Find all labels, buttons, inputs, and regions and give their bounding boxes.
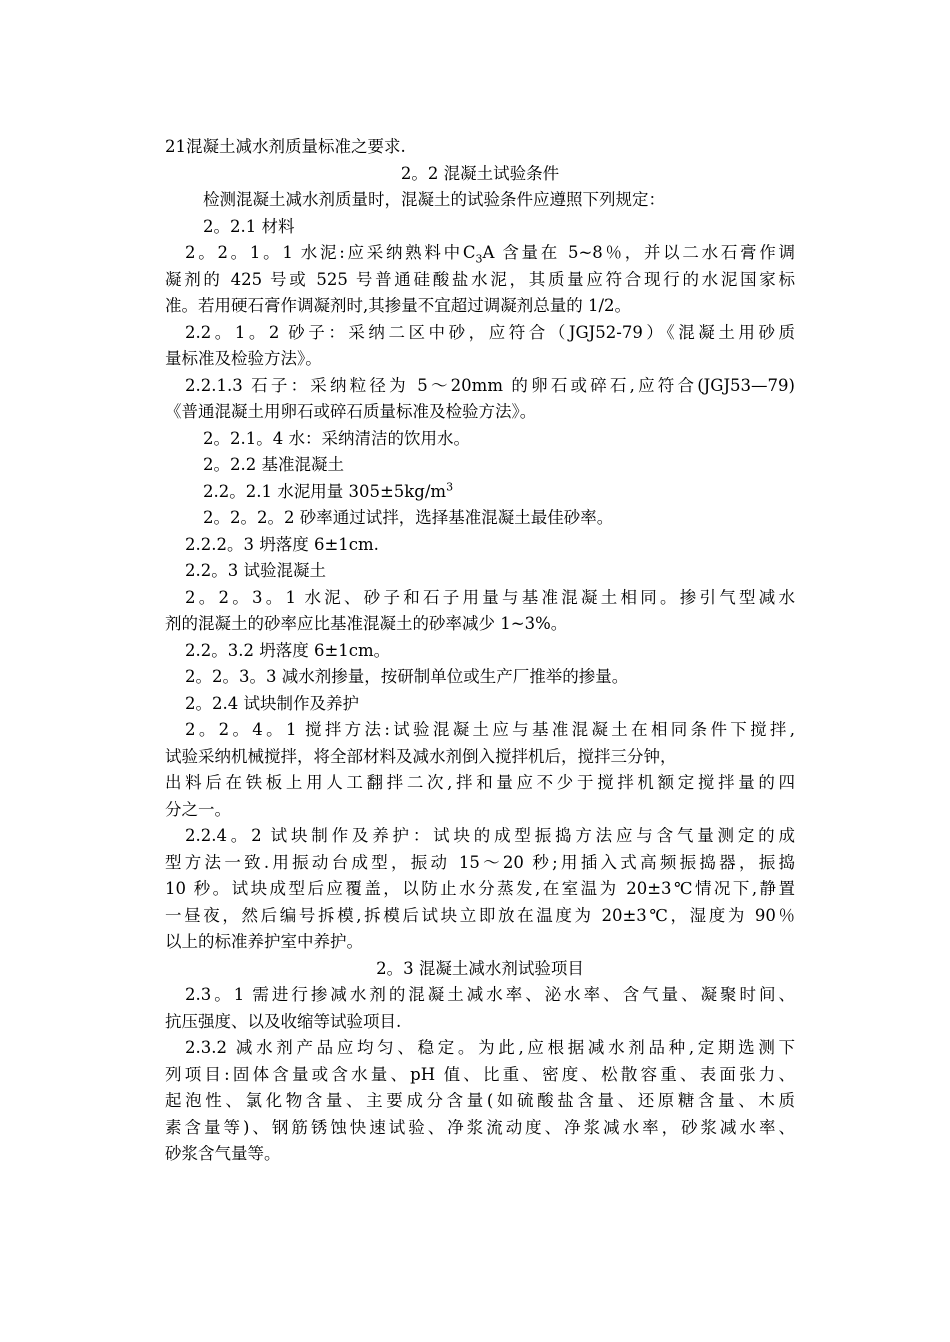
text-line: 2.2.2。3 坍落度 6±1cm. [185,534,379,554]
text-line: 2.2。2.1 水泥用量 $305\pm 5kg/m^3$ [203,480,454,501]
subsection-heading: 2.2。3 试验混凝土 [185,561,326,580]
text-line: 检测混凝土减水剂质量时，混凝土的试验条件应遵照下列规定： [203,190,665,209]
subsection-heading: 2。2.4 试块制作及养护 [185,693,359,713]
text-line: 2。2。1。1 水泥:应采纳熟料中$C_3A$ 含量在 5~8％，并以二水石膏作调 [185,243,795,266]
text-line: 试验采纳机械搅拌，将全部材料及减水剂倒入搅拌机后，搅拌三分钟， [165,746,677,766]
text-line: 列项目:固体含量或含水量、pH 值、比重、密度、松散容重、表面张力、 [165,1064,795,1084]
text-line: 以上的标准养护室中养护。 [165,932,363,951]
subsection-heading: 2。2.1 材料 [203,216,295,236]
section-heading: 2。2 混凝土试验条件 [400,163,560,183]
document-body [165,134,795,1168]
text-line: 型方法一致.用振动台成型，振动 15～20 秒;用插入式高频振捣器，振捣 [165,852,795,872]
text-line: 出料后在铁板上用人工翻拌二次,拌和量应不少于搅拌机额定搅拌量的四 [165,773,795,792]
text-line: 剂的混凝土的砂率应比基准混凝土的砂率减少 1~3%。 [165,614,568,633]
text-line: 砂浆含气量等。 [165,1144,281,1163]
text-line: 2.3.2 减水剂产品应均匀、稳定。为此,应根据减水剂品种,定期选测下 [185,1038,795,1057]
text-line: 2.2。1。2 砂子：采纳二区中砂，应符合（JGJ52-79）《混凝土用砂质 [185,322,795,342]
text-line: 2。2。3。1 水泥、砂子和石子用量与基准混凝土相同。掺引气型减水 [185,587,795,607]
text-line: 准。若用硬石膏作调凝剂时,其掺量不宜超过调凝剂总量的 1/2。 [165,296,632,315]
text-line: 凝剂的 425 号或 525 号普通硅酸盐水泥，其质量应符合现行的水泥国家标 [165,269,795,289]
text-line: 2.2。3.2 坍落度 6±1cm。 [185,640,391,660]
text-line: 起泡性、氯化物含量、主要成分含量(如硫酸盐含量、还原糖含量、木质 [165,1091,795,1110]
text-line: 分之一。 [165,799,231,819]
text-line: 抗压强度、以及收缩等试验项目. [165,1011,402,1031]
section-heading: 2。3 混凝土减水剂试验项目 [376,958,584,978]
text-line: 21混凝土减水剂质量标准之要求. [165,137,406,156]
text-line: 2.2.4。2 试块制作及养护：试块的成型振捣方法应与含气量测定的成 [185,826,795,845]
subsection-heading: 2。2.2 基准混凝土 [203,455,344,474]
text-line: 2。2。2。2 砂率通过试拌，选择基准混凝土最佳砂率。 [203,508,614,527]
text-line: 2.2.1.3 石子：采纳粒径为 5～20mm 的卵石或碎石,应符合(JGJ53—79) [185,375,795,395]
text-line: 2。2.1。4 水：采纳清洁的饮用水。 [203,428,470,448]
text-line: 2.3。1 需进行掺减水剂的混凝土减水率、泌水率、含气量、凝聚时间、 [185,985,795,1004]
text-line: 量标准及检验方法》。 [165,349,322,368]
text-line: 一昼夜，然后编号拆模,拆模后试块立即放在温度为 20±3℃，湿度为 90％ [165,905,795,925]
text-line: 10 秒。试块成型后应覆盖，以防止水分蒸发,在室温为 20±3℃情况下,静置 [165,879,795,898]
text-line: 素含量等)、钢筋锈蚀快速试验、净浆流动度、净浆减水率，砂浆减水率、 [165,1117,795,1137]
text-line: 2。2。4。1 搅拌方法:试验混凝土应与基准混凝土在相同条件下搅拌, [185,720,795,739]
text-line: 《普通混凝土用卵石或碎石质量标准及检验方法》。 [165,402,537,421]
text-line: 2。2。3。3 减水剂掺量，按研制单位或生产厂推举的掺量。 [185,667,629,686]
